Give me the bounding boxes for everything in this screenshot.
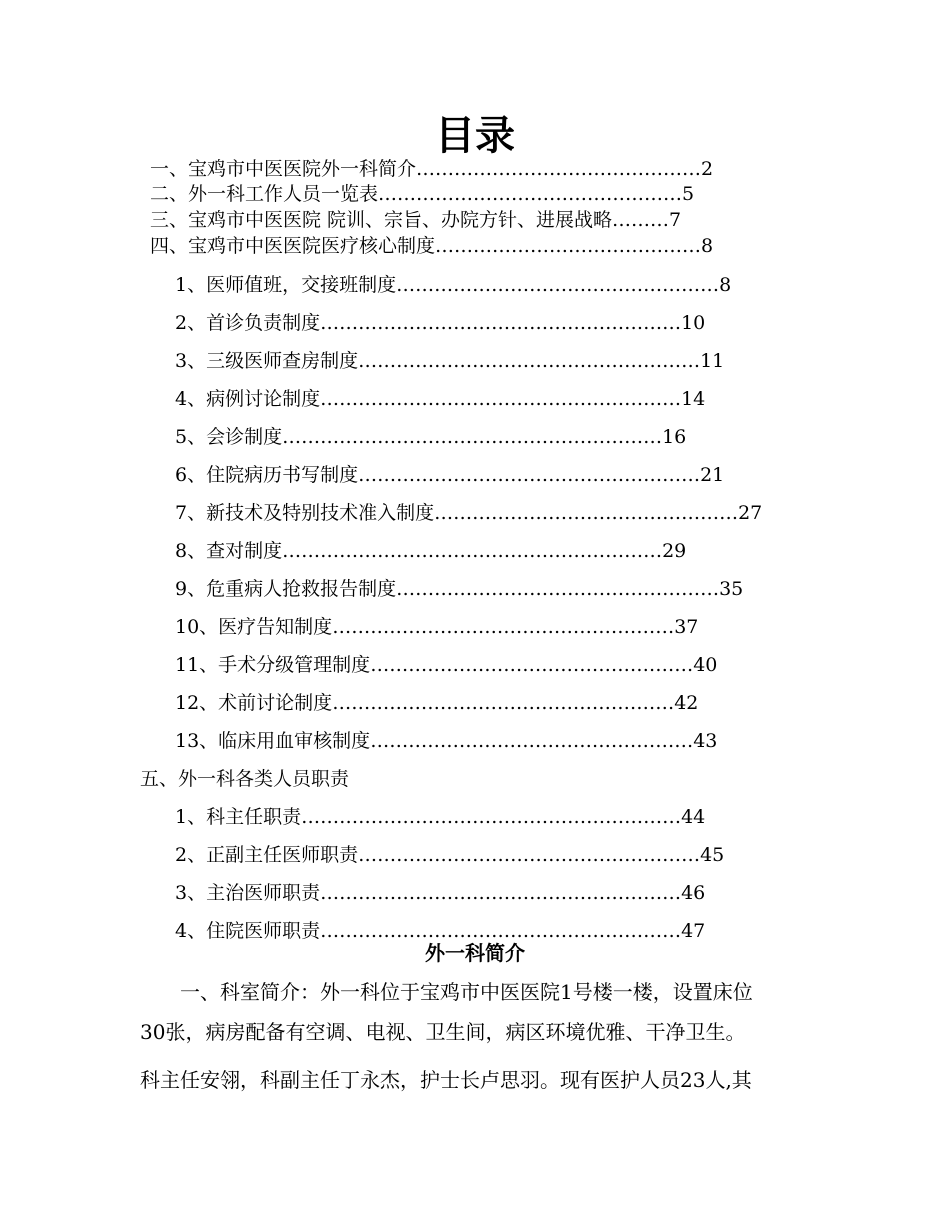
toc-item-label: 二、外一科工作人员一览表 xyxy=(150,183,379,205)
toc-page-number: 37 xyxy=(674,616,699,638)
toc-page-number: 40 xyxy=(693,654,718,676)
toc-item-label: 11、手术分级管理制度 xyxy=(175,654,371,676)
toc-page-number: 45 xyxy=(700,844,725,866)
toc-item-label: 9、危重病人抢救报告制度 xyxy=(175,578,397,600)
toc-leader: …………………………………………………… xyxy=(282,540,663,562)
toc-item-label: 5、会诊制度 xyxy=(175,426,283,448)
toc-page-number: 27 xyxy=(738,502,763,524)
toc-page-number: 16 xyxy=(662,426,687,448)
toc-leader: …………………………………………… xyxy=(370,730,694,752)
page-title: 目录 xyxy=(435,112,515,159)
toc-page-number: 29 xyxy=(662,540,687,562)
toc-item-label: 7、新技术及特别技术准入制度 xyxy=(175,502,435,524)
toc-item-label: 三、宝鸡市中医医院 院训、宗旨、办院方针、进展战略 xyxy=(150,209,613,231)
toc-leader: …………………………………………………… xyxy=(301,806,682,828)
toc-leader: ……………………………………… xyxy=(416,158,702,180)
toc-subitem-13 xyxy=(175,729,717,753)
toc-item-label: 3、三级医师查房制度 xyxy=(175,350,359,372)
toc-leader: …………………………………………………… xyxy=(282,426,663,448)
toc-leader: ……………………………………………… xyxy=(358,464,701,486)
toc-leader: ………………………………………………… xyxy=(320,312,682,334)
toc-subitem-12 xyxy=(175,691,698,715)
toc-item-label: 10、医疗告知制度 xyxy=(175,616,333,638)
toc-item-label: 8、查对制度 xyxy=(175,540,283,562)
toc-leader: …………………………………………… xyxy=(370,654,694,676)
toc-page-number: 2 xyxy=(701,158,714,180)
toc-subitem-7 xyxy=(175,501,762,525)
toc-subitem-5 xyxy=(175,425,686,449)
toc-page-number: 47 xyxy=(681,920,706,942)
toc-item-label: 1、科主任职责 xyxy=(175,806,302,828)
toc-item-1 xyxy=(150,157,713,181)
toc-leader: ………………………………………… xyxy=(378,183,683,205)
toc-subitem-4 xyxy=(175,387,705,411)
toc-leader: …………………………………… xyxy=(435,235,702,257)
toc-item-2 xyxy=(150,182,694,206)
toc-item-label: 12、术前讨论制度 xyxy=(175,692,333,714)
toc-page-number: 35 xyxy=(719,578,744,600)
toc-item-label: 2、正副主任医师职责 xyxy=(175,844,359,866)
toc-item-label: 1、医师值班，交接班制度 xyxy=(175,274,397,296)
toc-leader: ……………………………………………… xyxy=(358,844,701,866)
toc-item-label: 五、外一科各类人员职责 xyxy=(140,768,350,790)
toc-subitem-2 xyxy=(175,311,705,335)
paragraph-line-1: 一、科室简介：外一科位于宝鸡市中医医院1号楼一楼，设置床位 xyxy=(180,980,753,1004)
toc-item-5 xyxy=(140,767,349,791)
toc-subitem-14 xyxy=(175,805,705,829)
toc-page-number: 43 xyxy=(693,730,718,752)
toc-item-label: 6、住院病历书写制度 xyxy=(175,464,359,486)
toc-item-3 xyxy=(150,208,681,232)
toc-page-number: 8 xyxy=(719,274,732,296)
toc-page-number: 14 xyxy=(681,388,706,410)
toc-subitem-11 xyxy=(175,653,717,677)
toc-leader: …………………………………………… xyxy=(396,274,720,296)
toc-subitem-1 xyxy=(175,273,731,297)
toc-page-number: 10 xyxy=(681,312,706,334)
toc-leader: ……………………………………………… xyxy=(358,350,701,372)
toc-page-number: 21 xyxy=(700,464,725,486)
toc-item-label: 3、主治医师职责 xyxy=(175,882,321,904)
paragraph-line-2: 30张，病房配备有空调、电视、卫生间，病区环境优雅、干净卫生。 xyxy=(140,1020,746,1044)
toc-leader: ……………………………………………… xyxy=(332,692,675,714)
toc-page-number: 11 xyxy=(700,350,725,372)
toc-leader: ………………………………………………… xyxy=(320,920,682,942)
toc-subitem-3 xyxy=(175,349,724,373)
toc-subitem-6 xyxy=(175,463,724,487)
toc-subitem-10 xyxy=(175,615,698,639)
toc-item-label: 13、临床用血审核制度 xyxy=(175,730,371,752)
toc-item-4 xyxy=(150,234,713,258)
toc-page-number: 46 xyxy=(681,882,706,904)
paragraph-line-3: 科主任安翎，科副主任丁永杰，护士长卢思羽。现有医护人员23人,其 xyxy=(140,1068,752,1092)
toc-leader: ………………………………………………… xyxy=(320,882,682,904)
toc-item-label: 4、病例讨论制度 xyxy=(175,388,321,410)
toc-leader: ………………………………………… xyxy=(434,502,739,524)
toc-subitem-15 xyxy=(175,843,724,867)
toc-item-label: 一、宝鸡市中医医院外一科简介 xyxy=(150,158,417,180)
toc-page-number: 8 xyxy=(701,235,714,257)
toc-leader: ……………………………………………… xyxy=(332,616,675,638)
toc-leader: ……… xyxy=(612,209,670,231)
toc-item-label: 2、首诊负责制度 xyxy=(175,312,321,334)
toc-page-number: 5 xyxy=(682,183,695,205)
toc-leader: …………………………………………… xyxy=(396,578,720,600)
toc-page-number: 44 xyxy=(681,806,706,828)
toc-subitem-9 xyxy=(175,577,743,601)
toc-item-label: 4、住院医师职责 xyxy=(175,920,321,942)
section-heading: 外一科简介 xyxy=(425,941,525,965)
toc-subitem-16 xyxy=(175,881,705,905)
toc-subitem-8 xyxy=(175,539,686,563)
toc-page-number: 7 xyxy=(669,209,682,231)
toc-item-label: 四、宝鸡市中医医院医疗核心制度 xyxy=(150,235,436,257)
toc-page-number: 42 xyxy=(674,692,699,714)
toc-leader: ………………………………………………… xyxy=(320,388,682,410)
